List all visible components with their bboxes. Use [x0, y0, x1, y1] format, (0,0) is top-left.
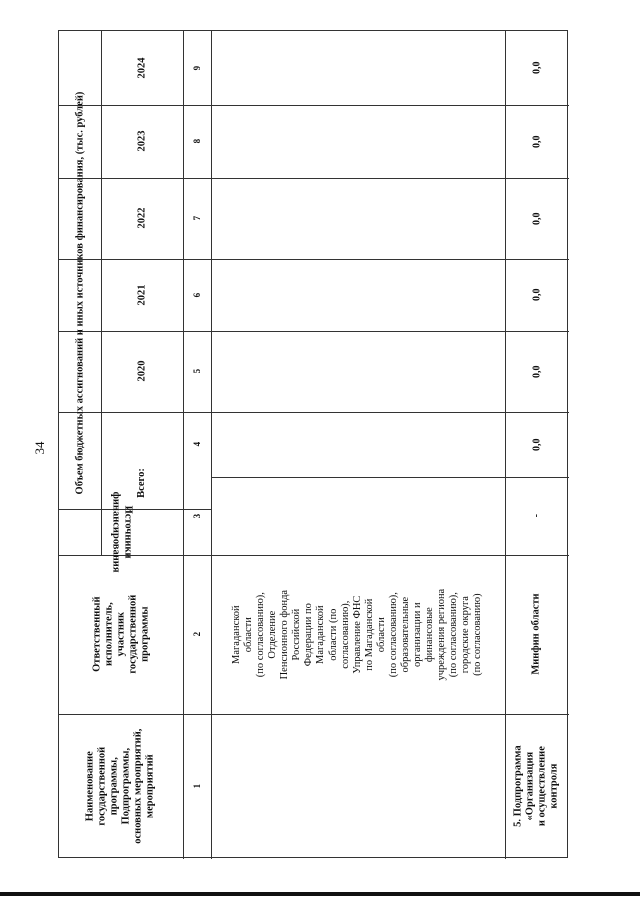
page-number: 34 — [32, 441, 47, 455]
header-year-2023: 2023 — [135, 131, 147, 152]
column-number: 4 — [191, 442, 202, 447]
column-number: 9 — [191, 65, 202, 71]
row2-value-total: 0,0 — [531, 438, 543, 451]
footer-rule — [0, 892, 640, 896]
column-number: 7 — [191, 216, 202, 221]
budget-table — [58, 30, 568, 858]
column-number: 5 — [191, 369, 202, 374]
header-col1: Наименование государственной программы, Подпрограммы, основных мероприятий, мероприятий — [84, 728, 157, 845]
header-year-2022: 2022 — [135, 208, 147, 229]
column-number: 8 — [191, 139, 202, 144]
column-number: 1 — [191, 784, 202, 789]
funding-group-header: Объем бюджетных ассигнований и иных источников финансирования, (тыс. рублей) — [73, 91, 85, 495]
header-total: Всего: — [135, 468, 147, 499]
row2-value-2022: 0,0 — [531, 212, 543, 225]
rule-numbers-bottom — [211, 31, 212, 859]
column-number: 2 — [191, 632, 202, 637]
row2-value-2024: 0,0 — [531, 61, 543, 75]
row2-name: 5. Подпрограмма «Организация и осуществление контроля — [512, 745, 561, 828]
header-col2: Ответственный исполнитель, участник государственной программы — [90, 595, 151, 674]
row2-executor: Минфин области — [530, 593, 542, 676]
column-number: 6 — [191, 292, 202, 298]
header-year-2021: 2021 — [135, 284, 147, 306]
column-number: 3 — [191, 513, 202, 519]
header-col3: Источники финансирования — [110, 491, 134, 573]
row2-value-2020: 0,0 — [531, 365, 543, 378]
row2-source: - — [531, 514, 543, 518]
top-strip — [58, 0, 568, 30]
header-year-2024: 2024 — [135, 57, 147, 79]
row2-value-2021: 0,0 — [531, 288, 543, 302]
row1-executor: Магаданской области (по согласованию), Отделение Пенсионного фонда Российской Федерации по Магаданской области (по согласованию), Управление ФНС по Магаданской области (по согласованию), образовательные организации и финансовые учреждения региона (по согласованию), городские округа (по согласованию) — [231, 588, 484, 681]
row2-value-2023: 0,0 — [531, 135, 543, 148]
header-year-2020: 2020 — [135, 361, 147, 382]
